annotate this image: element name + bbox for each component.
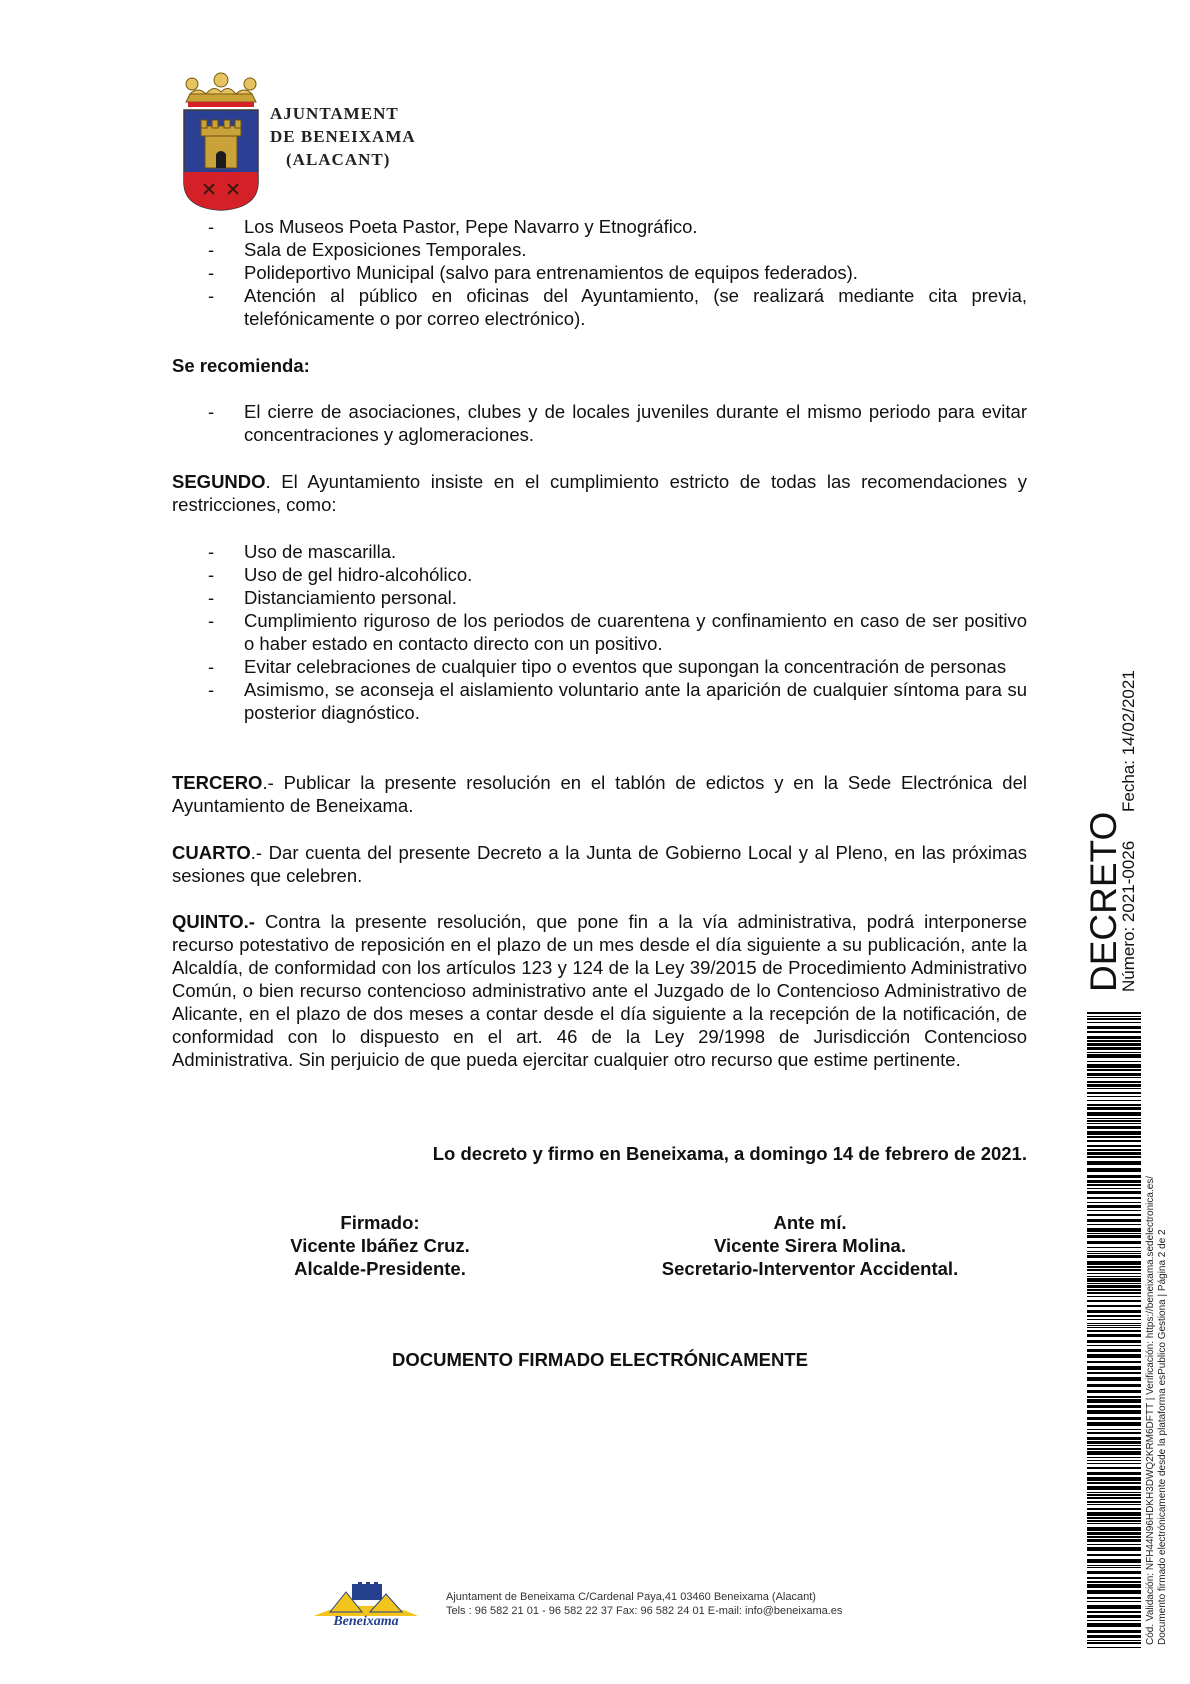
recomienda-list <box>172 400 1027 446</box>
list-item: - Evitar celebraciones de cualquier tipo o eventos que supongan la concentración de personas <box>208 656 1007 677</box>
electronic-signature-note: DOCUMENTO FIRMADO ELECTRÓNICAMENTE <box>392 1349 808 1370</box>
signature-left <box>250 1211 510 1280</box>
list-item: - Polideportivo Municipal (salvo para entrenamientos de equipos federados). <box>208 262 858 283</box>
cuarto-label: CUARTO <box>172 842 251 863</box>
decreto-date: Fecha: 14/02/2021 <box>1119 670 1138 812</box>
org-name-line1: AJUNTAMENT <box>270 104 399 123</box>
signature-right-role: Secretario-Interventor Accidental. <box>661 1258 959 1279</box>
list-dash: - <box>208 610 215 631</box>
validation-code-line: Cód. Validación: NFH44N96HDKH3DWQ2KRM6DFTT | Verificación: https://beneixama.sedelectronica.es/ <box>1145 1175 1156 1645</box>
list-item: - El cierre de asociaciones, clubes y de locales juveniles durante el mismo periodo para evitar concentraciones y aglomeraciones. <box>208 401 1027 445</box>
quinto-text: Contra la presente resolución, que pone fin a la vía administrativa, podrá interponerse recurso potestativo de reposición en el plazo de un mes desde el día siguiente a su publicación, ante la Alcaldía, de conformidad con los artículos 123 y 124 de la Ley 39/2015 de Procedimiento Administrativo Común, o bien recurso contencioso administrativo ante el Juzgado de lo Contencioso Administrativo de Alicante, en el plazo de dos meses a contar desde el día siguiente a la recepción de la notificación, de conformidad con lo dispuesto en el art. 46 de la Ley 29/1998 de Jurisdicción Contencioso Administrativa. Sin perjuicio de que pueda ejercitar cualquier otro recurso que estime pertinente. <box>172 911 1027 1070</box>
signature-right-name: Vicente Sirera Molina. <box>714 1235 906 1256</box>
list-dash: - <box>208 587 215 608</box>
list-dash: - <box>208 239 215 260</box>
closing-statement: Lo decreto y firmo en Beneixama, a domingo 14 de febrero de 2021. <box>432 1143 1027 1164</box>
list-item: - Uso de mascarilla. <box>208 541 397 562</box>
list-dash: - <box>208 285 215 306</box>
footer-address: Ajuntament de Beneixama C/Cardenal Paya,41 03460 Beneixama (Alacant) <box>446 1591 816 1603</box>
list-item: - Distanciamiento personal. <box>208 587 457 608</box>
list-item: - Los Museos Poeta Pastor, Pepe Navarro y Etnográfico. <box>208 216 698 237</box>
list-dash: - <box>208 656 215 677</box>
tercero-label: TERCERO <box>172 772 263 793</box>
decreto-stamp: DECRETO <box>1083 811 1124 992</box>
segundo-list <box>172 540 1027 724</box>
footer-contact: Tels : 96 582 21 01 - 96 582 22 37 Fax: 96 582 24 01 E-mail: info@beneixama.es <box>446 1605 843 1617</box>
recomienda-heading: Se recomienda: <box>172 355 310 376</box>
cuarto-paragraph <box>172 841 1027 887</box>
org-name-line2: DE BENEIXAMA <box>270 127 416 146</box>
tercero-paragraph <box>172 771 1027 817</box>
quinto-label: QUINTO.- <box>172 911 255 932</box>
list-dash: - <box>208 564 215 585</box>
list-dash: - <box>208 216 215 237</box>
signature-right-line1: Ante mí. <box>773 1212 847 1233</box>
segundo-label: SEGUNDO <box>172 471 266 492</box>
validation-barcode-icon <box>1087 1012 1141 1648</box>
signature-left-role: Alcalde-Presidente. <box>294 1258 466 1279</box>
footer-logo-text: Beneixama <box>333 1614 399 1629</box>
list-dash: - <box>208 541 215 562</box>
quinto-paragraph <box>172 910 1027 1071</box>
org-name-line3: (ALACANT) <box>286 150 391 169</box>
cuarto-text: .- Dar cuenta del presente Decreto a la Junta de Gobierno Local y al Pleno, en las próximas sesiones que celebren. <box>172 842 1027 886</box>
list-item: - Cumplimiento riguroso de los periodos de cuarentena y confinamiento en caso de ser positivo o haber estado en contacto directo con un positivo. <box>208 610 1027 654</box>
list-item: - Sala de Exposiciones Temporales. <box>208 239 527 260</box>
signature-left-name: Vicente Ibáñez Cruz. <box>290 1235 470 1256</box>
list-dash: - <box>208 679 215 700</box>
list-dash: - <box>208 262 215 283</box>
list-item: - Uso de gel hidro-alcohólico. <box>208 564 473 585</box>
signature-left-line1: Firmado: <box>340 1212 420 1233</box>
list-dash: - <box>208 401 215 422</box>
closures-list <box>172 215 1027 330</box>
segundo-paragraph <box>172 470 1027 516</box>
tercero-text: .- Publicar la presente resolución en el tablón de edictos y en la Sede Electrónica del Ayuntamiento de Beneixama. <box>172 772 1027 816</box>
signature-right <box>630 1211 990 1280</box>
municipal-crest-icon <box>178 72 264 212</box>
list-item: - Atención al público en oficinas del Ayuntamiento, (se realizará mediante cita previa, telefónicamente o por correo electrónico). <box>208 285 1027 329</box>
platform-note-line: Documento firmado electrónicamente desde la plataforma esPublico Gestiona | Página 2 de 2 <box>1157 1229 1168 1645</box>
decreto-number: Número: 2021-0026 <box>1119 840 1138 992</box>
list-item: - Asimismo, se aconseja el aislamiento voluntario ante la aparición de cualquier síntoma para su posterior diagnóstico. <box>208 679 1027 723</box>
segundo-text: . El Ayuntamiento insiste en el cumplimiento estricto de todas las recomendaciones y restricciones, como: <box>172 471 1027 515</box>
